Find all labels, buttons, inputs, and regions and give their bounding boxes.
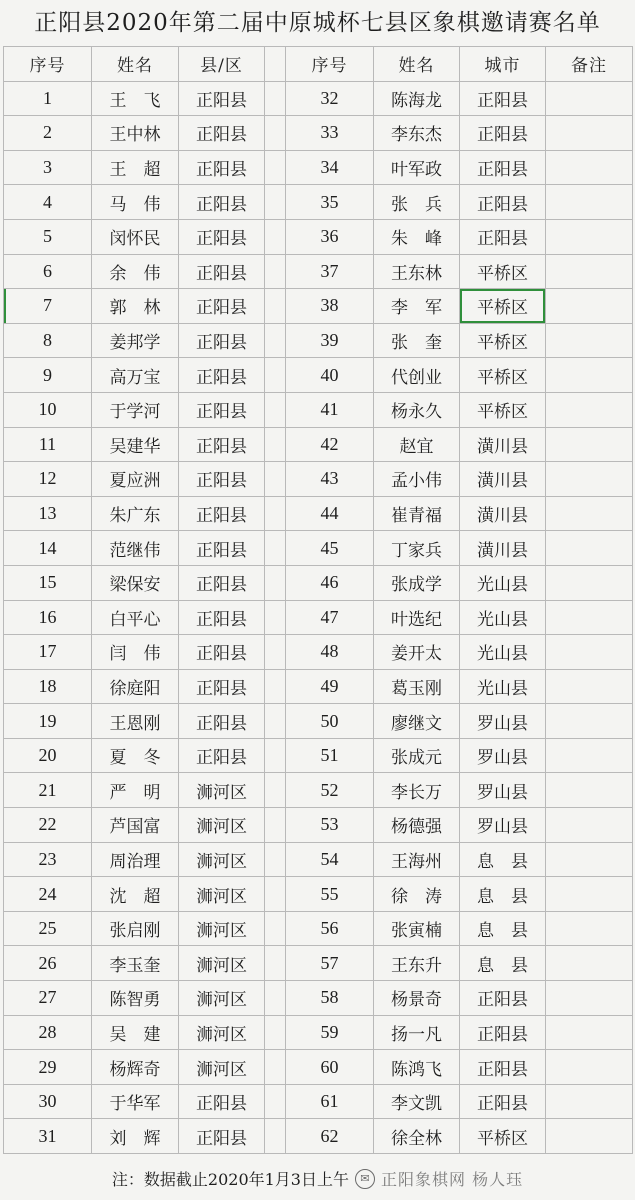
- left-county-cell[interactable]: 正阳县: [179, 601, 265, 636]
- right-name-cell[interactable]: 徐 涛: [374, 877, 460, 912]
- right-name-cell[interactable]: 陈鸿飞: [374, 1050, 460, 1085]
- footer-note: [0, 1157, 635, 1200]
- right-number-cell[interactable]: 41: [286, 393, 374, 428]
- right-remark-cell[interactable]: [546, 912, 633, 947]
- right-name-cell[interactable]: 李文凯: [374, 1085, 460, 1120]
- left-name-cell[interactable]: 夏应洲: [92, 462, 179, 497]
- left-county-cell[interactable]: 浉河区: [179, 877, 265, 912]
- left-county-cell[interactable]: 正阳县: [179, 462, 265, 497]
- left-name-cell[interactable]: 于学河: [92, 393, 179, 428]
- right-number-cell[interactable]: 56: [286, 912, 374, 947]
- right-remark-cell[interactable]: [546, 255, 633, 290]
- right-remark-cell[interactable]: [546, 324, 633, 359]
- header-right-city[interactable]: 城市: [460, 47, 546, 82]
- right-number-cell[interactable]: 49: [286, 670, 374, 705]
- right-name-cell[interactable]: 丁家兵: [374, 531, 460, 566]
- left-number-cell[interactable]: 10: [4, 393, 92, 428]
- right-city-cell[interactable]: 息 县: [460, 946, 546, 981]
- left-county-cell[interactable]: 浉河区: [179, 1016, 265, 1051]
- right-number-cell[interactable]: 51: [286, 739, 374, 774]
- column-gap: [265, 185, 286, 220]
- right-remark-cell[interactable]: [546, 531, 633, 566]
- column-gap: [265, 670, 286, 705]
- right-city-cell[interactable]: 息 县: [460, 877, 546, 912]
- right-city-cell[interactable]: 平桥区: [460, 255, 546, 290]
- right-remark-cell[interactable]: [546, 1119, 633, 1154]
- left-number-cell[interactable]: 29: [4, 1050, 92, 1085]
- right-number-cell[interactable]: 44: [286, 497, 374, 532]
- header-left-county[interactable]: 县/区: [179, 47, 265, 82]
- column-gap: [265, 497, 286, 532]
- left-number-cell[interactable]: 9: [4, 358, 92, 393]
- left-county-cell[interactable]: 浉河区: [179, 912, 265, 947]
- left-county-cell[interactable]: 浉河区: [179, 808, 265, 843]
- right-city-cell[interactable]: 正阳县: [460, 1050, 546, 1085]
- watermark-text: 正阳象棋网 杨人珏: [381, 1170, 524, 1189]
- column-gap: [265, 635, 286, 670]
- left-number-cell[interactable]: 20: [4, 739, 92, 774]
- right-city-cell[interactable]: 罗山县: [460, 808, 546, 843]
- left-county-cell[interactable]: 正阳县: [179, 497, 265, 532]
- left-county-cell[interactable]: 正阳县: [179, 185, 265, 220]
- right-number-cell[interactable]: 42: [286, 428, 374, 463]
- left-county-cell[interactable]: 正阳县: [179, 220, 265, 255]
- column-gap: [265, 704, 286, 739]
- left-name-cell[interactable]: 徐庭阳: [92, 670, 179, 705]
- right-number-cell[interactable]: 50: [286, 704, 374, 739]
- right-remark-cell[interactable]: [546, 635, 633, 670]
- right-name-cell[interactable]: 扬一凡: [374, 1016, 460, 1051]
- right-remark-cell[interactable]: [546, 82, 633, 117]
- left-number-cell[interactable]: 25: [4, 912, 92, 947]
- right-number-cell[interactable]: 43: [286, 462, 374, 497]
- left-number-cell[interactable]: 7: [4, 289, 92, 324]
- right-remark-cell[interactable]: [546, 462, 633, 497]
- right-remark-cell[interactable]: [546, 946, 633, 981]
- left-county-cell[interactable]: 正阳县: [179, 358, 265, 393]
- right-number-cell[interactable]: 58: [286, 981, 374, 1016]
- right-remark-cell[interactable]: [546, 428, 633, 463]
- right-city-cell[interactable]: 光山县: [460, 635, 546, 670]
- right-name-cell[interactable]: 代创业: [374, 358, 460, 393]
- left-county-cell[interactable]: 浉河区: [179, 773, 265, 808]
- right-number-cell[interactable]: 60: [286, 1050, 374, 1085]
- column-gap: [265, 151, 286, 186]
- right-name-cell[interactable]: 叶选纪: [374, 601, 460, 636]
- wechat-badge-icon: ✉: [355, 1169, 375, 1189]
- right-name-cell[interactable]: 杨景奇: [374, 981, 460, 1016]
- left-county-cell[interactable]: 正阳县: [179, 1119, 265, 1154]
- column-gap: [265, 1050, 286, 1085]
- left-name-cell[interactable]: 王中林: [92, 116, 179, 151]
- left-name-cell[interactable]: 张启刚: [92, 912, 179, 947]
- right-city-cell[interactable]: 息 县: [460, 912, 546, 947]
- left-name-cell[interactable]: 朱广东: [92, 497, 179, 532]
- left-name-cell[interactable]: 王恩刚: [92, 704, 179, 739]
- column-gap: [265, 912, 286, 947]
- right-name-cell[interactable]: 李长万: [374, 773, 460, 808]
- left-name-cell[interactable]: 刘 辉: [92, 1119, 179, 1154]
- right-number-cell[interactable]: 59: [286, 1016, 374, 1051]
- left-name-cell[interactable]: 王 飞: [92, 82, 179, 117]
- right-remark-cell[interactable]: [546, 670, 633, 705]
- left-county-cell[interactable]: 正阳县: [179, 704, 265, 739]
- right-number-cell[interactable]: 46: [286, 566, 374, 601]
- left-county-cell[interactable]: 浉河区: [179, 1050, 265, 1085]
- left-name-cell[interactable]: 陈智勇: [92, 981, 179, 1016]
- left-number-cell[interactable]: 28: [4, 1016, 92, 1051]
- column-gap: [265, 877, 286, 912]
- right-number-cell[interactable]: 45: [286, 531, 374, 566]
- right-name-cell[interactable]: 孟小伟: [374, 462, 460, 497]
- left-county-cell[interactable]: 浉河区: [179, 981, 265, 1016]
- right-remark-cell[interactable]: [546, 289, 633, 324]
- left-number-cell[interactable]: 11: [4, 428, 92, 463]
- header-right-name[interactable]: 姓名: [374, 47, 460, 82]
- left-county-cell[interactable]: 正阳县: [179, 739, 265, 774]
- left-number-cell[interactable]: 1: [4, 82, 92, 117]
- right-city-cell[interactable]: 正阳县: [460, 151, 546, 186]
- right-remark-cell[interactable]: [546, 185, 633, 220]
- right-remark-cell[interactable]: [546, 601, 633, 636]
- right-city-cell[interactable]: 潢川县: [460, 462, 546, 497]
- left-number-cell[interactable]: 31: [4, 1119, 92, 1154]
- right-name-cell[interactable]: 张 兵: [374, 185, 460, 220]
- right-number-cell[interactable]: 62: [286, 1119, 374, 1154]
- right-number-cell[interactable]: 39: [286, 324, 374, 359]
- right-remark-cell[interactable]: [546, 151, 633, 186]
- right-number-cell[interactable]: 57: [286, 946, 374, 981]
- left-name-cell[interactable]: 吴 建: [92, 1016, 179, 1051]
- right-city-cell[interactable]: 平桥区: [460, 324, 546, 359]
- left-county-cell[interactable]: 正阳县: [179, 1085, 265, 1120]
- left-number-cell[interactable]: 2: [4, 116, 92, 151]
- right-city-cell[interactable]: 正阳县: [460, 1085, 546, 1120]
- left-number-cell[interactable]: 3: [4, 151, 92, 186]
- left-name-cell[interactable]: 马 伟: [92, 185, 179, 220]
- right-remark-cell[interactable]: [546, 1016, 633, 1051]
- column-gap: [265, 566, 286, 601]
- left-name-cell[interactable]: 周治理: [92, 843, 179, 878]
- right-name-cell[interactable]: 张成元: [374, 739, 460, 774]
- column-gap: [265, 289, 286, 324]
- left-county-cell[interactable]: 正阳县: [179, 255, 265, 290]
- column-gap: [265, 946, 286, 981]
- right-remark-cell[interactable]: [546, 981, 633, 1016]
- right-city-cell[interactable]: 正阳县: [460, 116, 546, 151]
- right-city-cell[interactable]: 平桥区: [460, 289, 546, 324]
- right-name-cell[interactable]: 张寅楠: [374, 912, 460, 947]
- right-city-cell[interactable]: 平桥区: [460, 358, 546, 393]
- right-remark-cell[interactable]: [546, 358, 633, 393]
- left-county-cell[interactable]: 正阳县: [179, 566, 265, 601]
- left-number-cell[interactable]: 17: [4, 635, 92, 670]
- left-name-cell[interactable]: 芦国富: [92, 808, 179, 843]
- column-gap: [265, 808, 286, 843]
- left-number-cell[interactable]: 16: [4, 601, 92, 636]
- column-gap: [265, 393, 286, 428]
- right-remark-cell[interactable]: [546, 704, 633, 739]
- right-city-cell[interactable]: 光山县: [460, 601, 546, 636]
- column-gap: [265, 1085, 286, 1120]
- left-county-cell[interactable]: 正阳县: [179, 116, 265, 151]
- right-remark-cell[interactable]: [546, 220, 633, 255]
- left-number-cell[interactable]: 26: [4, 946, 92, 981]
- left-name-cell[interactable]: 闵怀民: [92, 220, 179, 255]
- left-county-cell[interactable]: 正阳县: [179, 289, 265, 324]
- column-gap: [265, 531, 286, 566]
- left-number-cell[interactable]: 18: [4, 670, 92, 705]
- column-gap: [265, 1016, 286, 1051]
- column-gap: [265, 462, 286, 497]
- right-city-cell[interactable]: 潢川县: [460, 531, 546, 566]
- right-city-cell[interactable]: 正阳县: [460, 185, 546, 220]
- right-name-cell[interactable]: 朱 峰: [374, 220, 460, 255]
- right-city-cell[interactable]: 潢川县: [460, 428, 546, 463]
- right-number-cell[interactable]: 36: [286, 220, 374, 255]
- column-gap: [265, 220, 286, 255]
- right-name-cell[interactable]: 赵宜: [374, 428, 460, 463]
- left-number-cell[interactable]: 4: [4, 185, 92, 220]
- right-city-cell[interactable]: 光山县: [460, 566, 546, 601]
- left-name-cell[interactable]: 范继伟: [92, 531, 179, 566]
- right-name-cell[interactable]: 叶军政: [374, 151, 460, 186]
- left-county-cell[interactable]: 正阳县: [179, 428, 265, 463]
- header-left-number[interactable]: 序号: [4, 47, 92, 82]
- header-right-remark[interactable]: 备注: [546, 47, 633, 82]
- right-remark-cell[interactable]: [546, 497, 633, 532]
- right-name-cell[interactable]: 张成学: [374, 566, 460, 601]
- column-gap: [265, 116, 286, 151]
- right-name-cell[interactable]: 杨德强: [374, 808, 460, 843]
- right-name-cell[interactable]: 廖继文: [374, 704, 460, 739]
- right-city-cell[interactable]: 正阳县: [460, 981, 546, 1016]
- column-gap: [265, 1119, 286, 1154]
- left-county-cell[interactable]: 正阳县: [179, 82, 265, 117]
- right-number-cell[interactable]: 32: [286, 82, 374, 117]
- left-county-cell[interactable]: 正阳县: [179, 670, 265, 705]
- right-number-cell[interactable]: 55: [286, 877, 374, 912]
- left-name-cell[interactable]: 闫 伟: [92, 635, 179, 670]
- column-gap: [265, 358, 286, 393]
- right-remark-cell[interactable]: [546, 116, 633, 151]
- left-number-cell[interactable]: 24: [4, 877, 92, 912]
- right-remark-cell[interactable]: [546, 566, 633, 601]
- right-name-cell[interactable]: 葛玉刚: [374, 670, 460, 705]
- footer-note-text: 注：数据截止2020年1月3日上午: [111, 1170, 349, 1189]
- right-name-cell[interactable]: 王东升: [374, 946, 460, 981]
- left-name-cell[interactable]: 余 伟: [92, 255, 179, 290]
- left-number-cell[interactable]: 5: [4, 220, 92, 255]
- right-city-cell[interactable]: 潢川县: [460, 497, 546, 532]
- left-county-cell[interactable]: 浉河区: [179, 946, 265, 981]
- right-name-cell[interactable]: 张 奎: [374, 324, 460, 359]
- left-number-cell[interactable]: 30: [4, 1085, 92, 1120]
- left-number-cell[interactable]: 23: [4, 843, 92, 878]
- right-remark-cell[interactable]: [546, 393, 633, 428]
- left-name-cell[interactable]: 于华军: [92, 1085, 179, 1120]
- header-right-number[interactable]: 序号: [286, 47, 374, 82]
- right-remark-cell[interactable]: [546, 1050, 633, 1085]
- left-name-cell[interactable]: 严 明: [92, 773, 179, 808]
- right-name-cell[interactable]: 王海州: [374, 843, 460, 878]
- right-name-cell[interactable]: 姜开太: [374, 635, 460, 670]
- left-county-cell[interactable]: 正阳县: [179, 635, 265, 670]
- column-gap: [265, 739, 286, 774]
- right-city-cell[interactable]: 正阳县: [460, 82, 546, 117]
- right-city-cell[interactable]: 息 县: [460, 843, 546, 878]
- right-remark-cell[interactable]: [546, 843, 633, 878]
- right-city-cell[interactable]: 正阳县: [460, 1016, 546, 1051]
- column-gap: [265, 773, 286, 808]
- left-name-cell[interactable]: 沈 超: [92, 877, 179, 912]
- right-remark-cell[interactable]: [546, 808, 633, 843]
- column-gap: [265, 82, 286, 117]
- right-remark-cell[interactable]: [546, 739, 633, 774]
- left-county-cell[interactable]: 正阳县: [179, 324, 265, 359]
- right-number-cell[interactable]: 47: [286, 601, 374, 636]
- left-number-cell[interactable]: 15: [4, 566, 92, 601]
- left-county-cell[interactable]: 正阳县: [179, 531, 265, 566]
- left-name-cell[interactable]: 吴建华: [92, 428, 179, 463]
- left-name-cell[interactable]: 郭 林: [92, 289, 179, 324]
- left-name-cell[interactable]: 李玉奎: [92, 946, 179, 981]
- right-city-cell[interactable]: 罗山县: [460, 739, 546, 774]
- right-number-cell[interactable]: 52: [286, 773, 374, 808]
- right-number-cell[interactable]: 54: [286, 843, 374, 878]
- left-number-cell[interactable]: 14: [4, 531, 92, 566]
- right-name-cell[interactable]: 李 军: [374, 289, 460, 324]
- left-number-cell[interactable]: 21: [4, 773, 92, 808]
- right-name-cell[interactable]: 徐全林: [374, 1119, 460, 1154]
- right-name-cell[interactable]: 王东林: [374, 255, 460, 290]
- left-name-cell[interactable]: 白平心: [92, 601, 179, 636]
- column-gap: [265, 981, 286, 1016]
- column-gap: [265, 843, 286, 878]
- right-number-cell[interactable]: 34: [286, 151, 374, 186]
- left-name-cell[interactable]: 梁保安: [92, 566, 179, 601]
- right-city-cell[interactable]: 平桥区: [460, 1119, 546, 1154]
- right-name-cell[interactable]: 杨永久: [374, 393, 460, 428]
- right-city-cell[interactable]: 罗山县: [460, 773, 546, 808]
- right-remark-cell[interactable]: [546, 773, 633, 808]
- left-number-cell[interactable]: 13: [4, 497, 92, 532]
- column-gap: [265, 428, 286, 463]
- right-name-cell[interactable]: 陈海龙: [374, 82, 460, 117]
- column-gap: [265, 324, 286, 359]
- right-number-cell[interactable]: 33: [286, 116, 374, 151]
- left-number-cell[interactable]: 6: [4, 255, 92, 290]
- left-number-cell[interactable]: 22: [4, 808, 92, 843]
- right-number-cell[interactable]: 48: [286, 635, 374, 670]
- left-number-cell[interactable]: 12: [4, 462, 92, 497]
- right-city-cell[interactable]: 平桥区: [460, 393, 546, 428]
- right-number-cell[interactable]: 35: [286, 185, 374, 220]
- left-county-cell[interactable]: 浉河区: [179, 843, 265, 878]
- column-gap: [265, 47, 286, 82]
- right-remark-cell[interactable]: [546, 1085, 633, 1120]
- right-number-cell[interactable]: 53: [286, 808, 374, 843]
- left-name-cell[interactable]: 王 超: [92, 151, 179, 186]
- left-number-cell[interactable]: 27: [4, 981, 92, 1016]
- right-number-cell[interactable]: 61: [286, 1085, 374, 1120]
- column-gap: [265, 601, 286, 636]
- right-name-cell[interactable]: 李东杰: [374, 116, 460, 151]
- left-number-cell[interactable]: 8: [4, 324, 92, 359]
- right-city-cell[interactable]: 罗山县: [460, 704, 546, 739]
- page-title: 正阳县2020年第二届中原城杯七县区象棋邀请赛名单: [34, 10, 601, 36]
- left-number-cell[interactable]: 19: [4, 704, 92, 739]
- header-left-name[interactable]: 姓名: [92, 47, 179, 82]
- column-gap: [265, 255, 286, 290]
- right-remark-cell[interactable]: [546, 877, 633, 912]
- right-city-cell[interactable]: 光山县: [460, 670, 546, 705]
- left-name-cell[interactable]: 姜邦学: [92, 324, 179, 359]
- right-name-cell[interactable]: 崔青福: [374, 497, 460, 532]
- left-name-cell[interactable]: 夏 冬: [92, 739, 179, 774]
- right-number-cell[interactable]: 38: [286, 289, 374, 324]
- right-number-cell[interactable]: 37: [286, 255, 374, 290]
- left-name-cell[interactable]: 杨辉奇: [92, 1050, 179, 1085]
- right-city-cell[interactable]: 正阳县: [460, 220, 546, 255]
- left-county-cell[interactable]: 正阳县: [179, 151, 265, 186]
- roster-table: [3, 46, 633, 1154]
- right-number-cell[interactable]: 40: [286, 358, 374, 393]
- left-county-cell[interactable]: 正阳县: [179, 393, 265, 428]
- left-name-cell[interactable]: 高万宝: [92, 358, 179, 393]
